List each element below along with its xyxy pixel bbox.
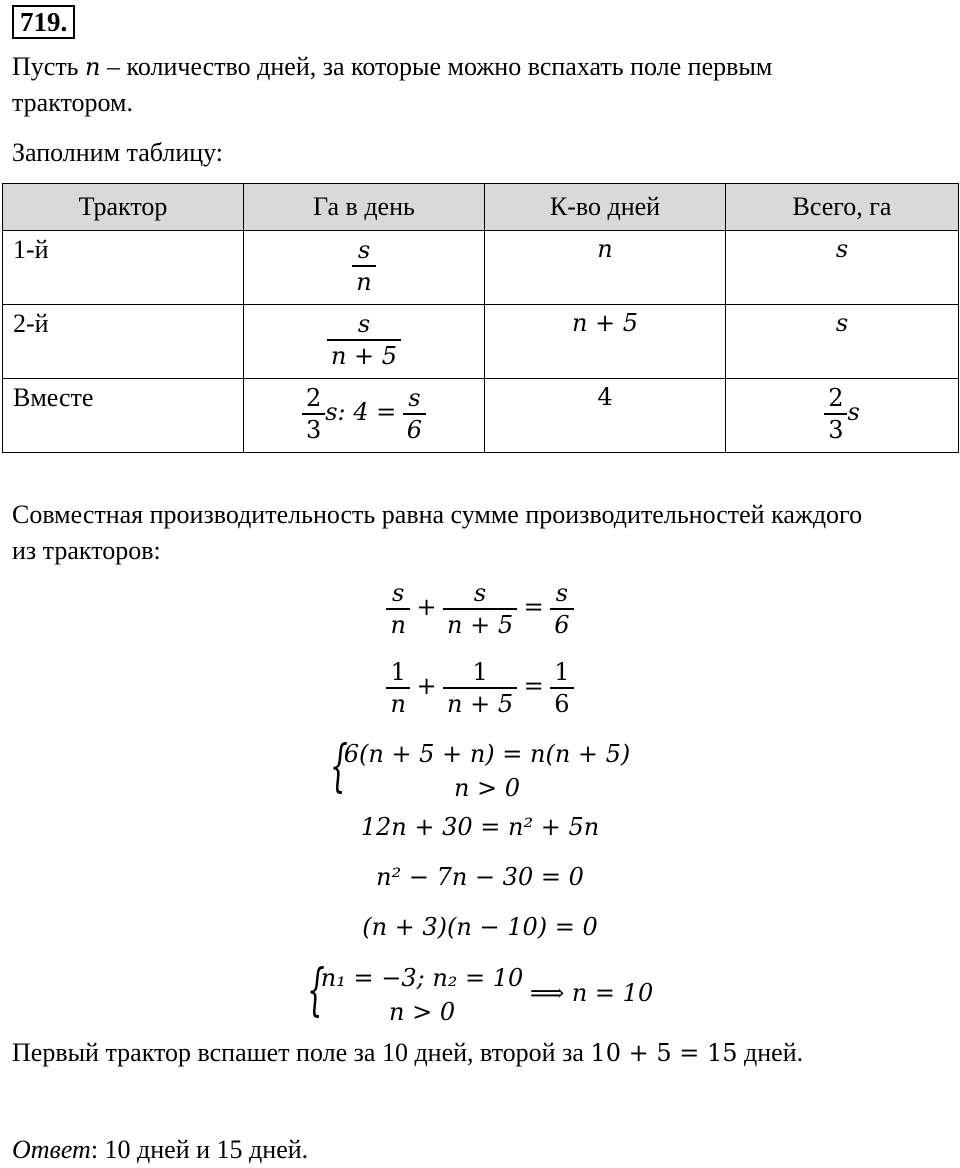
- fraction: [352, 235, 375, 297]
- fraction: $\frac{1}{n}$: [386, 657, 409, 719]
- system-row: n > 0: [453, 774, 521, 802]
- numerator: s: [357, 310, 371, 338]
- answer-label: Ответ: [12, 1135, 91, 1164]
- intro-text-line2: трактором.: [12, 88, 133, 117]
- problem-number: 719.: [12, 5, 75, 39]
- fraction: [302, 383, 325, 445]
- fraction: [403, 383, 426, 445]
- equation-3: 12n + 30 = n² + 5n: [360, 813, 600, 841]
- productivity-line2: из тракторов:: [12, 536, 161, 565]
- header-tractor: Трактор: [3, 184, 244, 231]
- productivity-line1: Совместная производительность равна сумме производительностей каждого: [12, 500, 863, 529]
- conclusion-math: 10 + 5 = 15: [590, 1039, 738, 1067]
- cell-tractor: 1-й: [3, 231, 244, 305]
- cell-days: 4: [485, 379, 726, 453]
- answer-text: : 10 дней и 15 дней.: [90, 1135, 309, 1164]
- intro-text-start: Пусть: [12, 52, 86, 81]
- plus-sign: +: [416, 592, 437, 621]
- answer: [12, 1132, 308, 1168]
- cell-tractor: 2-й: [3, 305, 244, 379]
- numerator: s: [408, 384, 421, 412]
- fraction: $\frac{1}{6}$: [550, 657, 573, 719]
- equation-5: (n + 3)(n − 10) = 0: [362, 913, 598, 941]
- system-row: n₁ = −3; n₂ = 10: [320, 964, 524, 992]
- cell-rate: [244, 305, 485, 379]
- cell-total: s: [726, 305, 959, 379]
- fill-table-text: Заполним таблицу:: [12, 138, 224, 167]
- denominator: n: [352, 265, 375, 297]
- rate-expression: s: 4 =: [325, 397, 397, 426]
- conclusion-text: Первый трактор вспашет поле за 10 дней, второй за: [12, 1038, 591, 1067]
- fraction: [824, 383, 847, 445]
- header-total: Всего, га: [726, 184, 959, 231]
- fraction: $\frac{s}{n + 5}$: [443, 578, 517, 640]
- system-result: ⟹ n = 10: [529, 978, 654, 1007]
- numerator: 2: [828, 384, 844, 412]
- fraction: $\frac{s}{n}$: [386, 578, 409, 640]
- system-1: [0, 734, 960, 805]
- solution-table: [2, 183, 959, 453]
- numerator: s: [357, 236, 371, 264]
- productivity-paragraph: [12, 497, 862, 569]
- equation-system: [329, 734, 631, 805]
- denominator: n + 5: [327, 339, 401, 371]
- intro-text-line1: – количество дней, за которые можно вспахать поле первым: [100, 52, 773, 81]
- brace-icon: {: [329, 734, 348, 799]
- plus-sign: +: [416, 671, 437, 700]
- intro-paragraph: [12, 49, 772, 121]
- cell-days: n + 5: [485, 305, 726, 379]
- denominator: 6: [403, 413, 426, 445]
- cell-rate: [244, 379, 485, 453]
- equation-2: [0, 657, 960, 719]
- table-header-row: [3, 184, 959, 231]
- header-rate: Га в день: [244, 184, 485, 231]
- system-row: 6(n + 5 + n) = n(n + 5): [343, 740, 631, 768]
- conclusion: [12, 1035, 803, 1071]
- equation-4: n² − 7n − 30 = 0: [376, 863, 584, 891]
- total-variable: s: [847, 397, 860, 426]
- brace-icon: {: [306, 958, 325, 1023]
- table-row: [3, 231, 959, 305]
- system-2: [0, 958, 960, 1029]
- system-row: n > 0: [389, 998, 456, 1026]
- cell-rate: [244, 231, 485, 305]
- table-row: [3, 379, 959, 453]
- equals-sign: =: [523, 671, 544, 700]
- equals-sign: =: [523, 592, 544, 621]
- equation-system: [306, 958, 524, 1029]
- fraction: $\frac{1}{n + 5}$: [443, 657, 517, 719]
- fraction: $\frac{s}{6}$: [550, 578, 573, 640]
- table-row: [3, 305, 959, 379]
- equation-1: [0, 578, 960, 640]
- intro-variable: n: [85, 53, 101, 81]
- denominator: 3: [302, 413, 325, 445]
- cell-days: n: [485, 231, 726, 305]
- fraction: [327, 309, 401, 371]
- denominator: 3: [824, 413, 847, 445]
- header-days: К-во дней: [485, 184, 726, 231]
- cell-tractor: Вместе: [3, 379, 244, 453]
- numerator: 2: [305, 384, 322, 412]
- conclusion-text-end: дней.: [737, 1038, 804, 1067]
- cell-total: s: [726, 231, 959, 305]
- cell-total: [726, 379, 959, 453]
